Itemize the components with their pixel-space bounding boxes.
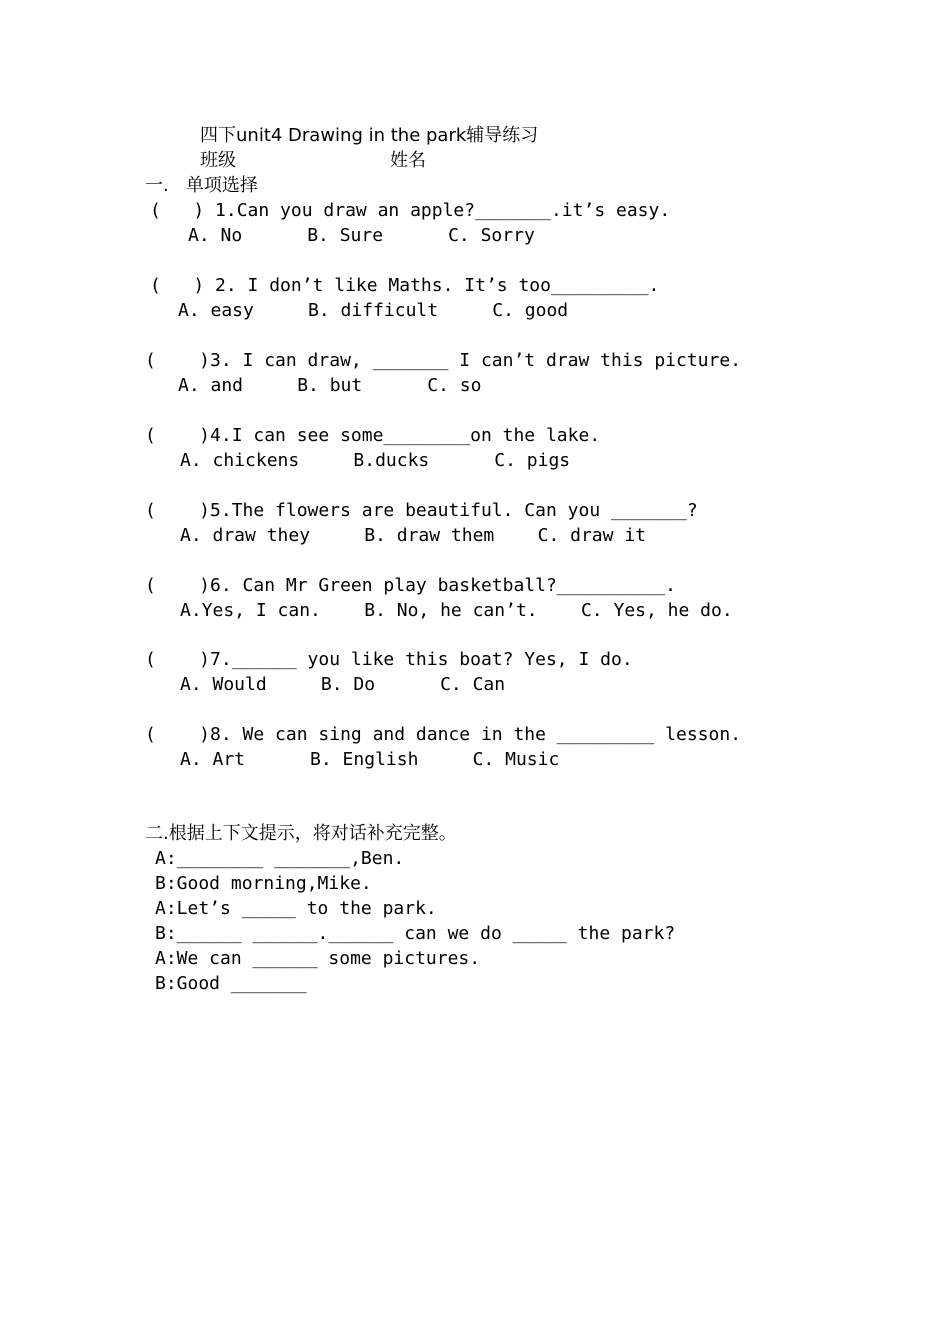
dialogue-line-5: A:We can ______ some pictures. [155, 948, 481, 969]
page-title: 四下unit4 Drawing in the park辅导练习 [200, 125, 539, 146]
question-8-stem: ( )8. We can sing and dance in the _________ lesson. [145, 724, 742, 745]
question-8-options: A. Art B. English C. Music [180, 749, 560, 770]
question-6-options: A.Yes, I can. B. No, he can’t. C. Yes, he do. [180, 600, 733, 621]
question-2-stem: ( ) 2. I don’t like Maths. It’s too_________. [150, 275, 660, 296]
section-one-heading: 一. 单项选择 [145, 175, 258, 196]
question-7-stem: ( )7.______ you like this boat? Yes, I do. [145, 649, 633, 670]
question-4-stem: ( )4.I can see some________on the lake. [145, 425, 601, 446]
dialogue-line-1: A:________ _______,Ben. [155, 848, 405, 869]
question-1-options: A. No B. Sure C. Sorry [188, 225, 535, 246]
dialogue-line-3: A:Let’s _____ to the park. [155, 898, 437, 919]
question-6-stem: ( )6. Can Mr Green play basketball?__________. [145, 575, 677, 596]
question-5-stem: ( )5.The flowers are beautiful. Can you _______? [145, 500, 698, 521]
question-3-options: A. and B. but C. so [178, 375, 482, 396]
class-label: 班级 [200, 150, 236, 171]
question-3-stem: ( )3. I can draw, _______ I can’t draw this picture. [145, 350, 742, 371]
question-2-options: A. easy B. difficult C. good [178, 300, 569, 321]
section-two-heading: 二.根据上下文提示，将对话补充完整。 [145, 823, 457, 844]
dialogue-line-4: B:______ ______.______ can we do _____ the park? [155, 923, 676, 944]
dialogue-line-6: B:Good _______ [155, 973, 307, 994]
dialogue-line-2: B:Good morning,Mike. [155, 873, 372, 894]
question-7-options: A. Would B. Do C. Can [180, 674, 506, 695]
question-5-options: A. draw they B. draw them C. draw it [180, 525, 646, 546]
name-label: 姓名 [390, 150, 426, 171]
question-4-options: A. chickens B.ducks C. pigs [180, 450, 571, 471]
question-1-stem: ( ) 1.Can you draw an apple?_______.it’s easy. [150, 200, 671, 221]
